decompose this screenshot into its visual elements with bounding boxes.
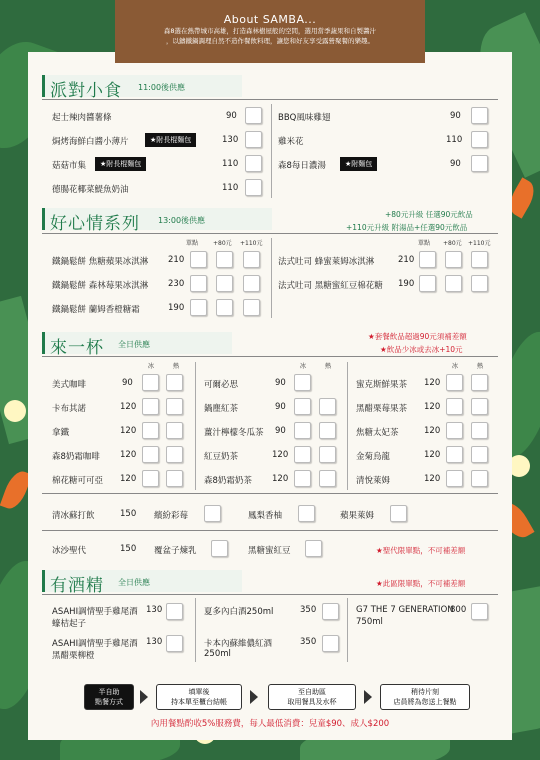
order-checkbox[interactable] bbox=[446, 374, 463, 391]
menu-item-price: 350 bbox=[300, 637, 317, 647]
menu-item-name: 森8奶霜咖啡 bbox=[52, 452, 100, 462]
order-checkbox[interactable] bbox=[445, 275, 462, 292]
order-checkbox[interactable] bbox=[243, 299, 260, 316]
arrow-right-icon bbox=[364, 690, 372, 704]
order-checkbox[interactable] bbox=[319, 422, 336, 439]
menu-item-name: 鐵鍋鬆餅 蘭姆香橙糖霜 bbox=[52, 305, 140, 315]
divider bbox=[195, 598, 196, 662]
order-checkbox[interactable] bbox=[216, 275, 233, 292]
badge-with-bun: ★附麵包 bbox=[340, 157, 377, 171]
about-title: About SAMBA... bbox=[223, 13, 317, 26]
menu-item-name: 紅豆奶茶 bbox=[204, 452, 239, 462]
menu-item-name: 起士辣肉醬薯條 bbox=[52, 113, 112, 123]
menu-item-name: 焦糖太妃茶 bbox=[356, 428, 399, 438]
order-checkbox[interactable] bbox=[471, 446, 488, 463]
order-checkbox[interactable] bbox=[319, 446, 336, 463]
menu-item-name: 森8每日濃湯 bbox=[278, 161, 326, 171]
column-header-plus110: +110元 bbox=[468, 240, 491, 247]
soda-option: 鳳梨香柚 bbox=[248, 511, 283, 521]
menu-item-subname: 250ml bbox=[204, 649, 231, 659]
order-checkbox[interactable] bbox=[446, 470, 463, 487]
order-checkbox[interactable] bbox=[305, 540, 322, 557]
menu-item-name: 鍋塵紅茶 bbox=[204, 404, 239, 414]
menu-item-price: 210 bbox=[168, 255, 185, 265]
order-checkbox[interactable] bbox=[471, 251, 488, 268]
column-header-ice: 冰 bbox=[452, 363, 459, 370]
order-checkbox[interactable] bbox=[294, 470, 311, 487]
menu-item-price: 120 bbox=[120, 450, 137, 460]
divider bbox=[42, 356, 498, 357]
soda-price: 150 bbox=[120, 509, 137, 519]
menu-item-name: 薑汁檸檬冬瓜茶 bbox=[204, 428, 264, 438]
order-checkbox[interactable] bbox=[245, 179, 262, 196]
menu-item-name: 金菊烏龍 bbox=[356, 452, 391, 462]
divider bbox=[42, 99, 498, 100]
menu-item-name: 法式吐司 黑糖蜜紅豆棉花糖 bbox=[278, 281, 383, 291]
menu-item-name: 鐵鍋鬆餅 焦糖蘋果冰淇淋 bbox=[52, 257, 149, 267]
column-header-hot: 熱 bbox=[325, 363, 332, 370]
menu-item-name: 拿鐵 bbox=[52, 428, 70, 438]
smoothie-price: 150 bbox=[120, 544, 137, 554]
column-header-plus80: +80元 bbox=[213, 240, 232, 247]
order-checkbox[interactable] bbox=[166, 374, 183, 391]
column-header-plus80: +80元 bbox=[443, 240, 462, 247]
order-checkbox[interactable] bbox=[390, 505, 407, 522]
order-checkbox[interactable] bbox=[294, 398, 311, 415]
menu-item-price: 120 bbox=[120, 426, 137, 436]
column-header-hot: 熱 bbox=[173, 363, 180, 370]
order-checkbox[interactable] bbox=[471, 131, 488, 148]
menu-item-price: 120 bbox=[424, 426, 441, 436]
divider bbox=[271, 238, 272, 318]
menu-item-price: 130 bbox=[146, 637, 163, 647]
step-line: 店員將為您送上餐點 bbox=[393, 698, 457, 706]
order-checkbox[interactable] bbox=[471, 374, 488, 391]
menu-item-name: 卡本內蘇維儂紅酒 bbox=[204, 639, 273, 649]
smoothie-option: 黑糖蜜紅豆 bbox=[248, 546, 291, 556]
menu-item-name: 焗烤海鮮白醬小薄片 bbox=[52, 137, 129, 147]
order-checkbox[interactable] bbox=[419, 251, 436, 268]
menu-item-name: 蜜克斯鮮果茶 bbox=[356, 380, 408, 390]
order-checkbox[interactable] bbox=[446, 398, 463, 415]
badge-with-baguette: ★附長棍麵包 bbox=[145, 133, 196, 147]
menu-item-price: 90 bbox=[226, 111, 237, 121]
order-checkbox[interactable] bbox=[243, 251, 260, 268]
order-checkbox[interactable] bbox=[471, 422, 488, 439]
section-time: 13:00後供應 bbox=[158, 216, 206, 225]
menu-item-name: 夏多內白酒250ml bbox=[204, 607, 274, 617]
soda-option: 蘋果萊姆 bbox=[340, 511, 375, 521]
step-line: 取用餐具及水杯 bbox=[287, 698, 337, 706]
column-header-hot: 熱 bbox=[477, 363, 484, 370]
step-wait-for-food bbox=[380, 684, 470, 710]
menu-item-price: 350 bbox=[300, 605, 317, 615]
order-checkbox[interactable] bbox=[166, 422, 183, 439]
order-checkbox[interactable] bbox=[166, 603, 183, 620]
order-checkbox[interactable] bbox=[243, 275, 260, 292]
upgrade-note: +80元升級 任選90元飲品 bbox=[385, 210, 473, 219]
divider bbox=[347, 362, 348, 490]
column-header-single: 單點 bbox=[418, 240, 431, 247]
menu-item-price: 120 bbox=[424, 402, 441, 412]
menu-item-price: 90 bbox=[450, 111, 461, 121]
order-checkbox[interactable] bbox=[446, 446, 463, 463]
menu-item-price: 230 bbox=[168, 279, 185, 289]
order-checkbox[interactable] bbox=[446, 422, 463, 439]
about-text-line-2: ，以鑄鐵鍋調理自然不造作餐飲料理，讓您和好友享受露營聚餐的樂趣。 bbox=[166, 37, 374, 45]
menu-item-price: 120 bbox=[424, 474, 441, 484]
divider bbox=[42, 530, 498, 531]
section-time: 全日供應 bbox=[118, 578, 150, 587]
order-checkbox[interactable] bbox=[471, 603, 488, 620]
order-checkbox[interactable] bbox=[166, 398, 183, 415]
order-checkbox[interactable] bbox=[322, 603, 339, 620]
menu-item-price: 110 bbox=[222, 159, 239, 169]
order-checkbox[interactable] bbox=[319, 470, 336, 487]
soda-option: 繽紛彩莓 bbox=[154, 511, 189, 521]
menu-item-name: ASAHI調情聖手雞尾酒 bbox=[52, 607, 138, 617]
order-checkbox[interactable] bbox=[142, 446, 159, 463]
divider bbox=[271, 104, 272, 198]
divider bbox=[42, 594, 498, 595]
divider bbox=[42, 493, 498, 494]
step-line: 填單後 bbox=[188, 688, 210, 696]
menu-item-name: 德腸花椰菜鯷魚奶油 bbox=[52, 185, 129, 195]
section-party-header bbox=[42, 75, 498, 99]
drink-note: ★飲品少冰或去冰+10元 bbox=[380, 345, 463, 354]
order-checkbox[interactable] bbox=[471, 107, 488, 124]
menu-item-name: 黑醋栗莓果茶 bbox=[356, 404, 408, 414]
menu-item-price: 120 bbox=[424, 378, 441, 388]
column-header-single: 單點 bbox=[186, 240, 199, 247]
divider bbox=[347, 598, 348, 662]
section-title: 來一杯 bbox=[50, 338, 104, 358]
frangipani-flower bbox=[4, 400, 26, 422]
menu-item-price: 110 bbox=[446, 135, 463, 145]
order-checkbox[interactable] bbox=[245, 107, 262, 124]
service-charge-note: 內用餐點酌收5%服務費，每人最低消費：兒童$90、成人$200 bbox=[150, 719, 390, 729]
drink-note: ★套餐飲品超過90元須補差額 bbox=[368, 332, 467, 341]
soda-name: 清冰蘇打飲 bbox=[52, 511, 95, 521]
arrow-right-icon bbox=[250, 690, 258, 704]
step-line: 稍待片刻 bbox=[411, 688, 439, 696]
step-self-service bbox=[268, 684, 356, 710]
menu-item-price: 90 bbox=[275, 402, 286, 412]
menu-item-price: 120 bbox=[272, 450, 289, 460]
order-checkbox[interactable] bbox=[166, 446, 183, 463]
order-checkbox[interactable] bbox=[190, 299, 207, 316]
menu-item-name: 可爾必思 bbox=[204, 380, 239, 390]
section-title: 好心情系列 bbox=[50, 214, 140, 234]
step-line: 半自助 bbox=[98, 688, 120, 696]
menu-item-price: 190 bbox=[398, 279, 415, 289]
about-banner bbox=[115, 0, 425, 63]
about-text-line-1: 森8選在熱帶城市高雄，打造森林樹屋般的空間，選用當季蔬果和自製醬汁 bbox=[163, 27, 377, 35]
menu-item-price: 210 bbox=[398, 255, 415, 265]
menu-item-name: ASAHI調情聖手雞尾酒 bbox=[52, 639, 138, 649]
order-checkbox[interactable] bbox=[142, 398, 159, 415]
smoothie-note: ★聖代限單點，不可補差額 bbox=[376, 546, 466, 555]
menu-item-price: 120 bbox=[424, 450, 441, 460]
alcohol-note: ★此區限單點，不可補差額 bbox=[376, 579, 466, 588]
step-line: 點餐方式 bbox=[95, 698, 123, 706]
arrow-right-icon bbox=[140, 690, 148, 704]
smoothie-option: 覆盆子煉乳 bbox=[154, 546, 197, 556]
column-header-plus110: +110元 bbox=[240, 240, 263, 247]
step-line: 至自助區 bbox=[298, 688, 326, 696]
order-checkbox[interactable] bbox=[142, 470, 159, 487]
menu-item-price: 800 bbox=[450, 605, 467, 615]
menu-item-price: 130 bbox=[146, 605, 163, 615]
badge-with-baguette: ★附長棍麵包 bbox=[95, 157, 146, 171]
menu-item-name: 卡布其諾 bbox=[52, 404, 87, 414]
order-checkbox[interactable] bbox=[294, 446, 311, 463]
menu-item-price: 120 bbox=[120, 474, 137, 484]
menu-item-name: 森8奶霜奶茶 bbox=[204, 476, 252, 486]
section-time: 11:00後供應 bbox=[138, 83, 186, 92]
section-title: 派對小食 bbox=[50, 81, 122, 101]
order-checkbox[interactable] bbox=[142, 374, 159, 391]
smoothie-name: 冰沙聖代 bbox=[52, 546, 87, 556]
menu-item-price: 130 bbox=[222, 135, 239, 145]
menu-item-price: 110 bbox=[222, 183, 239, 193]
order-checkbox[interactable] bbox=[322, 635, 339, 652]
menu-item-name: 菇菇市集 bbox=[52, 161, 87, 171]
divider bbox=[195, 362, 196, 490]
order-checkbox[interactable] bbox=[166, 470, 183, 487]
step-pay-at-counter bbox=[156, 684, 242, 710]
order-checkbox[interactable] bbox=[245, 131, 262, 148]
order-checkbox[interactable] bbox=[204, 505, 221, 522]
menu-item-name: BBQ風味雞翅 bbox=[278, 113, 331, 123]
menu-item-price: 120 bbox=[120, 402, 137, 412]
order-checkbox[interactable] bbox=[471, 155, 488, 172]
menu-item-name: 棉花糖可可亞 bbox=[52, 476, 104, 486]
order-checkbox[interactable] bbox=[471, 275, 488, 292]
order-checkbox[interactable] bbox=[471, 470, 488, 487]
upgrade-note: +110元升級 附湯品+任選90元飲品 bbox=[346, 223, 468, 232]
menu-item-name: G7 THE 7 GENERATION bbox=[356, 605, 454, 615]
menu-item-price: 90 bbox=[275, 426, 286, 436]
order-checkbox[interactable] bbox=[216, 299, 233, 316]
menu-item-price: 90 bbox=[275, 378, 286, 388]
order-checkbox[interactable] bbox=[211, 540, 228, 557]
menu-item-name: 清悅萊姆 bbox=[356, 476, 391, 486]
menu-item-name: 法式吐司 蜂蜜萊姆冰淇淋 bbox=[278, 257, 375, 267]
section-time: 全日供應 bbox=[118, 340, 150, 349]
order-checkbox[interactable] bbox=[294, 422, 311, 439]
menu-item-subname: 蠔桔起子 bbox=[52, 619, 87, 629]
order-checkbox[interactable] bbox=[142, 422, 159, 439]
menu-item-price: 190 bbox=[168, 303, 185, 313]
column-header-ice: 冰 bbox=[300, 363, 307, 370]
menu-item-name: 鐵鍋鬆餅 森林莓果冰淇淋 bbox=[52, 281, 149, 291]
order-checkbox[interactable] bbox=[445, 251, 462, 268]
menu-item-subname: 750ml bbox=[356, 617, 383, 627]
order-checkbox[interactable] bbox=[294, 374, 311, 391]
order-checkbox[interactable] bbox=[471, 398, 488, 415]
step-line: 持本單至櫃台結帳 bbox=[171, 698, 227, 706]
column-header-ice: 冰 bbox=[148, 363, 155, 370]
step-ordering-method bbox=[84, 684, 134, 710]
order-checkbox[interactable] bbox=[245, 155, 262, 172]
divider bbox=[42, 233, 498, 234]
order-checkbox[interactable] bbox=[166, 635, 183, 652]
order-checkbox[interactable] bbox=[216, 251, 233, 268]
menu-item-price: 90 bbox=[450, 159, 461, 169]
menu-item-subname: 黑醋栗柳橙 bbox=[52, 651, 95, 661]
menu-item-name: 美式咖啡 bbox=[52, 380, 87, 390]
menu-item-name: 雞米花 bbox=[278, 137, 304, 147]
order-checkbox[interactable] bbox=[190, 275, 207, 292]
order-checkbox[interactable] bbox=[319, 398, 336, 415]
order-checkbox[interactable] bbox=[419, 275, 436, 292]
section-title: 有酒精 bbox=[50, 576, 104, 596]
menu-item-price: 120 bbox=[272, 474, 289, 484]
menu-item-price: 90 bbox=[122, 378, 133, 388]
order-checkbox[interactable] bbox=[190, 251, 207, 268]
order-checkbox[interactable] bbox=[298, 505, 315, 522]
